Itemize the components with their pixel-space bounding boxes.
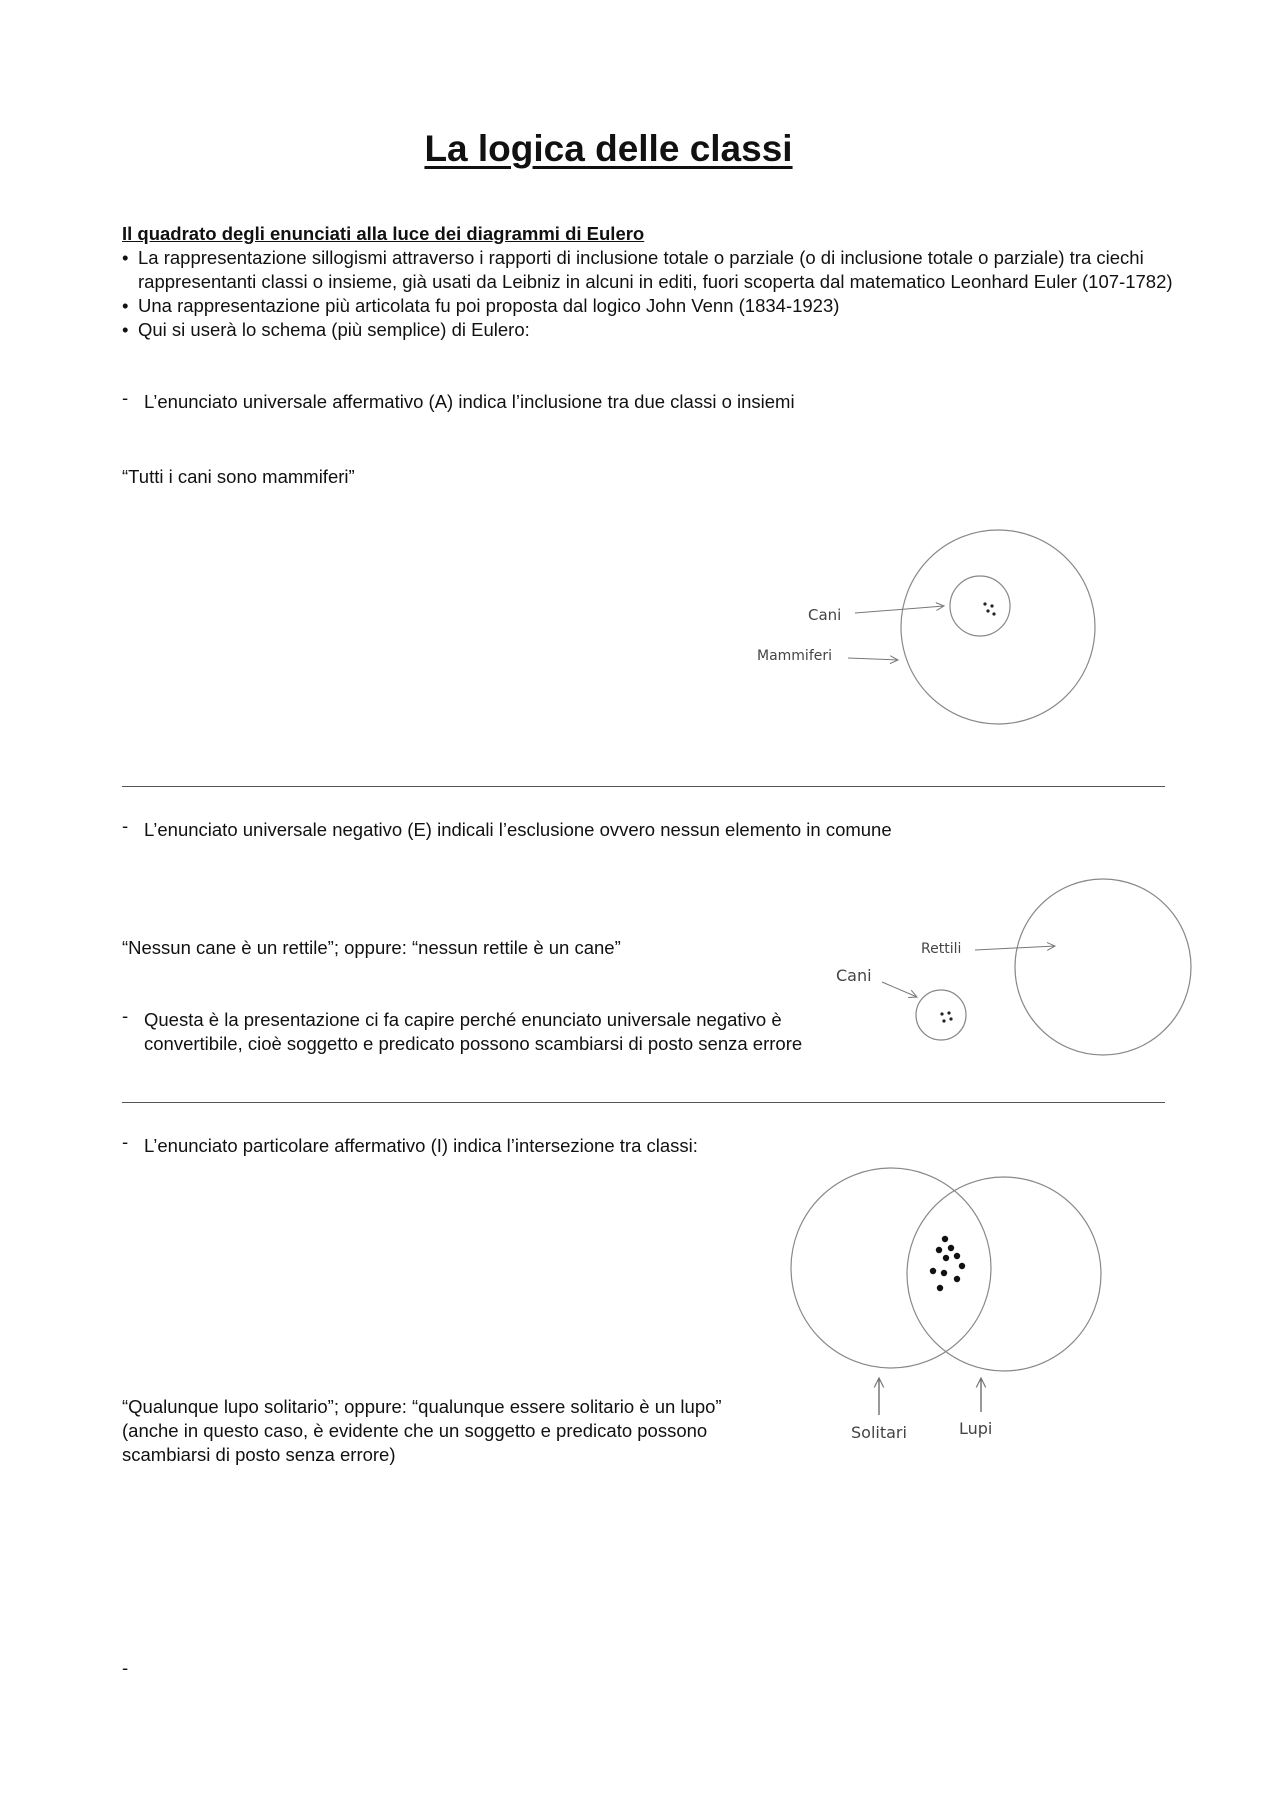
dash-mark: - xyxy=(122,815,129,836)
bullet-item: • Una rappresentazione più articolata fu poi proposta dal logico John Venn (1834-1923) xyxy=(122,294,1182,318)
statement-i-text: L’enunciato particolare affermativo (I) indica l’intersezione tra classi: xyxy=(144,1135,698,1156)
dash-mark: - xyxy=(122,387,129,408)
example-e: “Nessun cane è un rettile”; oppure: “nessun rettile è un cane” xyxy=(122,937,621,958)
dash-mark: - xyxy=(122,1005,129,1026)
note-e-text: Questa è la presentazione ci fa capire perché enunciato universale negativo è convertibile, cioè soggetto e predicato possono scambiarsi di posto senza errore xyxy=(144,1009,803,1054)
reptiles-circle xyxy=(1015,879,1191,1055)
example-i: “Qualunque lupo solitario”; oppure: “qualunque essere solitario è un lupo” (anche in questo caso, è evidente che un soggetto e predicato possono scambiarsi di posto senza errore) xyxy=(122,1396,722,1465)
example-a: “Tutti i cani sono mammiferi” xyxy=(122,466,355,487)
dash-mark: - xyxy=(122,1131,129,1152)
inclusion-diagram xyxy=(757,530,1095,724)
label-mammiferi: Mammiferi xyxy=(757,648,833,664)
statement-a-text: L’enunciato universale affermativo (A) indica l’inclusione tra due classi o insiemi xyxy=(144,391,795,412)
arrow xyxy=(975,946,1055,950)
intersection-diagram xyxy=(791,1168,1101,1442)
label-cani: Cani xyxy=(808,606,842,624)
mammals-circle xyxy=(901,530,1095,724)
element-dots xyxy=(940,1011,952,1022)
trailing-dash: - xyxy=(122,1657,129,1678)
wolves-circle xyxy=(907,1177,1101,1371)
bullet-item: • Qui si userà lo schema (più semplice) di Eulero: xyxy=(122,318,1182,342)
exclusion-diagram xyxy=(836,879,1191,1055)
label-cani: Cani xyxy=(836,966,872,985)
element-dots xyxy=(930,1236,965,1291)
bullet-item: • La rappresentazione sillogismi attraverso i rapporti di inclusione totale o parziale (o di inclusione totale o parziale) tra ciechi rappresentanti classi o insieme, già usati da Leibniz in alcuni in editi, fuori scoperta dal matematico Leonhard Euler (107-1782) xyxy=(122,246,1182,294)
label-lupi: Lupi xyxy=(959,1419,993,1438)
statement-e-text: L’enunciato universale negativo (E) indicali l’esclusione ovvero nessun elemento in comune xyxy=(144,819,892,840)
arrow xyxy=(848,658,898,660)
arrow xyxy=(882,982,917,997)
page-title: La logica delle classi xyxy=(424,128,793,169)
element-dots xyxy=(983,602,995,615)
section-heading: Il quadrato degli enunciati alla luce dei diagrammi di Eulero xyxy=(122,223,645,244)
arrow xyxy=(855,606,944,613)
dogs-circle xyxy=(950,576,1010,636)
label-solitari: Solitari xyxy=(851,1423,907,1442)
label-rettili: Rettili xyxy=(921,941,962,957)
